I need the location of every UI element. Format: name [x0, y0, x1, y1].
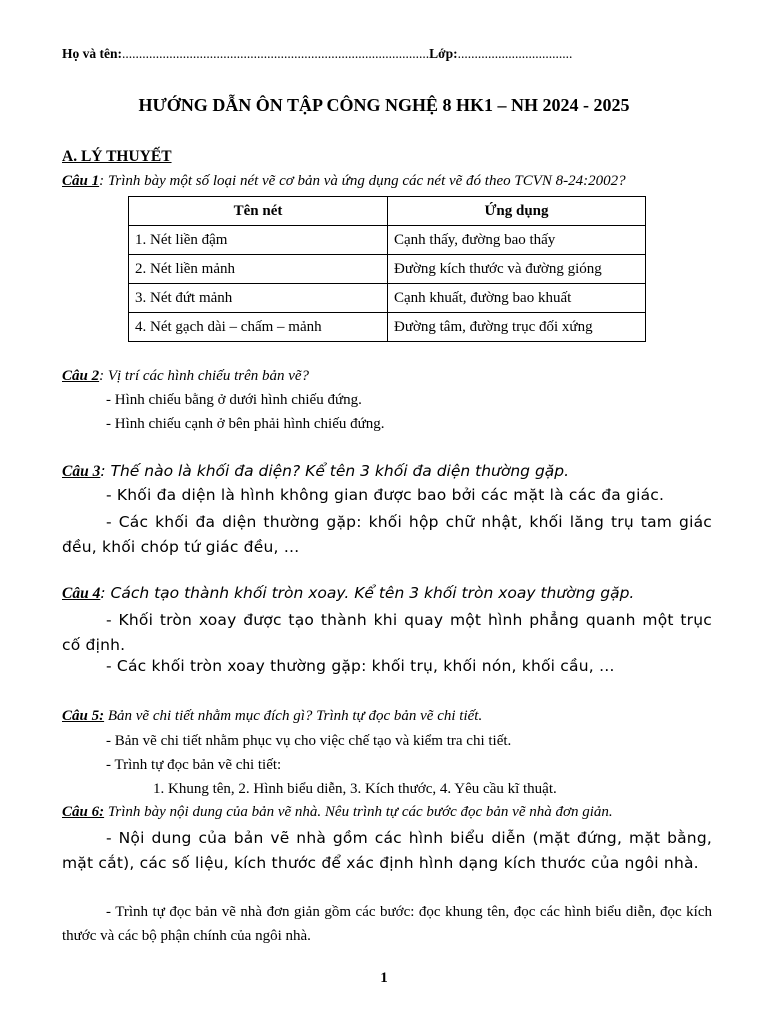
table-row — [129, 226, 646, 255]
question-2-text: : Vị trí các hình chiếu trên bản vẽ? — [99, 368, 310, 384]
table-row — [129, 284, 646, 313]
answer-line: - Bản vẽ chi tiết nhằm phục vụ cho việc chế tạo và kiểm tra chi tiết. — [106, 733, 512, 749]
table-cell: Đường tâm, đường trục đối xứng — [388, 313, 646, 342]
name-blank: ........................................................................................... — [122, 46, 430, 61]
table-header-cell: Tên nét — [129, 197, 388, 226]
page-number: 1 — [380, 970, 388, 986]
question-3-text: : Thế nào là khối đa diện? Kể tên 3 khối đa diện thường gặp. — [100, 462, 570, 480]
class-blank: .................................. — [457, 46, 573, 61]
table-cell: 1. Nét liền đậm — [129, 226, 388, 255]
answer-paragraph: - Các khối đa diện thường gặp: khối hộp chữ nhật, khối lăng trụ tam giác đều, khối chóp tứ giác đều, … — [62, 513, 712, 556]
question-5-text: Bản vẽ chi tiết nhằm mục đích gì? Trình tự đọc bản vẽ chi tiết. — [104, 708, 483, 724]
section-a-heading: A. LÝ THUYẾT — [62, 148, 172, 165]
answer-paragraph: - Nội dung của bản vẽ nhà gồm các hình biểu diễn (mặt đứng, mặt bằng, mặt cắt), các số liệu, kích thước để xác định hình dạng kích thước của ngôi nhà. — [62, 829, 712, 872]
table-header-cell: Ứng dụng — [388, 197, 646, 226]
table-cell: Đường kích thước và đường gióng — [388, 255, 646, 284]
question-3 — [62, 462, 569, 481]
answer-line: - Khối đa diện là hình không gian được bao bởi các mặt là các đa giác. — [106, 486, 665, 504]
question-4-label: Câu 4 — [62, 585, 101, 602]
table-row — [129, 313, 646, 342]
table-cell: 3. Nét đứt mảnh — [129, 284, 388, 313]
line-types-table — [128, 196, 646, 342]
table-cell: 4. Nét gạch dài – chấm – mảnh — [129, 313, 388, 342]
answer-line: - Hình chiếu bằng ở dưới hình chiếu đứng. — [106, 392, 362, 408]
name-label: Họ và tên: — [62, 46, 122, 61]
answer-paragraph: - Trình tự đọc bản vẽ nhà đơn giản gồm các bước: đọc khung tên, đọc các hình biểu diễn, đọc kích thước và các bộ phận chính của ngôi nhà. — [62, 904, 712, 944]
document-title: HƯỚNG DẪN ÔN TẬP CÔNG NGHỆ 8 HK1 – NH 2024 - 2025 — [138, 95, 630, 115]
student-info-line — [62, 46, 572, 62]
table-cell: 2. Nét liền mảnh — [129, 255, 388, 284]
question-2 — [62, 368, 309, 385]
answer-line: - Hình chiếu cạnh ở bên phải hình chiếu đứng. — [106, 416, 385, 432]
table-row — [129, 255, 646, 284]
question-6-text: Trình bày nội dung của bản vẽ nhà. Nêu trình tự các bước đọc bản vẽ nhà đơn giản. — [104, 804, 613, 820]
answer-line: - Trình tự đọc bản vẽ chi tiết: — [106, 757, 282, 773]
question-4 — [62, 584, 634, 603]
answer-line: 1. Khung tên, 2. Hình biểu diễn, 3. Kích thước, 4. Yêu cầu kĩ thuật. — [153, 781, 557, 797]
table-cell: Cạnh khuất, đường bao khuất — [388, 284, 646, 313]
question-3-label: Câu 3 — [62, 463, 101, 480]
question-2-label: Câu 2 — [62, 368, 100, 384]
answer-line: - Các khối tròn xoay thường gặp: khối trụ, khối nón, khối cầu, … — [106, 657, 615, 675]
question-6 — [62, 804, 613, 821]
table-cell: Cạnh thấy, đường bao thấy — [388, 226, 646, 255]
question-1-text: : Trình bày một số loại nét vẽ cơ bản và ứng dụng các nét vẽ đó theo TCVN 8-24:2002? — [99, 173, 626, 189]
class-label: Lớp: — [429, 46, 458, 61]
question-1-label: Câu 1 — [62, 173, 100, 189]
question-1 — [62, 173, 626, 190]
table-header-row — [129, 197, 646, 226]
answer-paragraph: - Khối tròn xoay được tạo thành khi quay một hình phẳng quanh một trục cố định. — [62, 611, 712, 654]
question-5 — [62, 708, 482, 725]
question-4-text: : Cách tạo thành khối tròn xoay. Kể tên 3 khối tròn xoay thường gặp. — [100, 584, 635, 602]
question-6-label: Câu 6: — [62, 804, 105, 820]
question-5-label: Câu 5: — [62, 708, 105, 724]
